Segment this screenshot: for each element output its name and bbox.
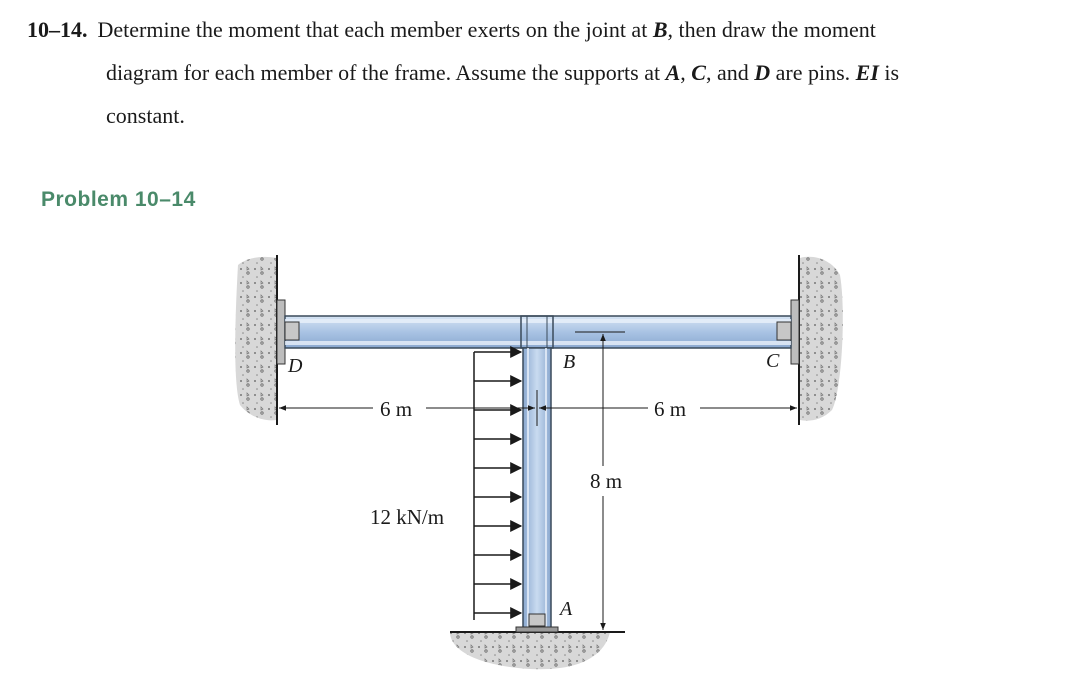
wall-left [235, 255, 285, 425]
label-b: B [563, 351, 576, 373]
ei-ref: EI [855, 60, 879, 85]
label-d: D [288, 355, 303, 377]
dim-right-label: 6 m [654, 397, 687, 421]
problem-number: 10–14. [27, 17, 88, 42]
wall-right [791, 255, 843, 425]
horizontal-beam [285, 316, 791, 348]
dim-vertical-label: 8 m [590, 469, 623, 493]
label-c: C [766, 350, 780, 372]
problem-label: Problem 10–14 [41, 188, 196, 211]
dim-left-label: 6 m [380, 397, 413, 421]
problem-line-3: constant. [106, 103, 185, 128]
label-a: A [560, 598, 573, 620]
distributed-load [474, 352, 521, 620]
support-c-ref: C [691, 60, 706, 85]
support-d-ref: D [754, 60, 771, 85]
load-label: 12 kN/m [370, 505, 445, 529]
problem-line-1: 10–14. Determine the moment that each member exerts on the joint at B, then draw the moment [27, 17, 876, 42]
problem-line-2: diagram for each member of the frame. Assume the supports at A, C, and D are pins. EI is [106, 60, 900, 85]
ground-base [450, 632, 625, 669]
joint-b-ref: B [652, 17, 668, 42]
support-a-ref: A [665, 60, 681, 85]
